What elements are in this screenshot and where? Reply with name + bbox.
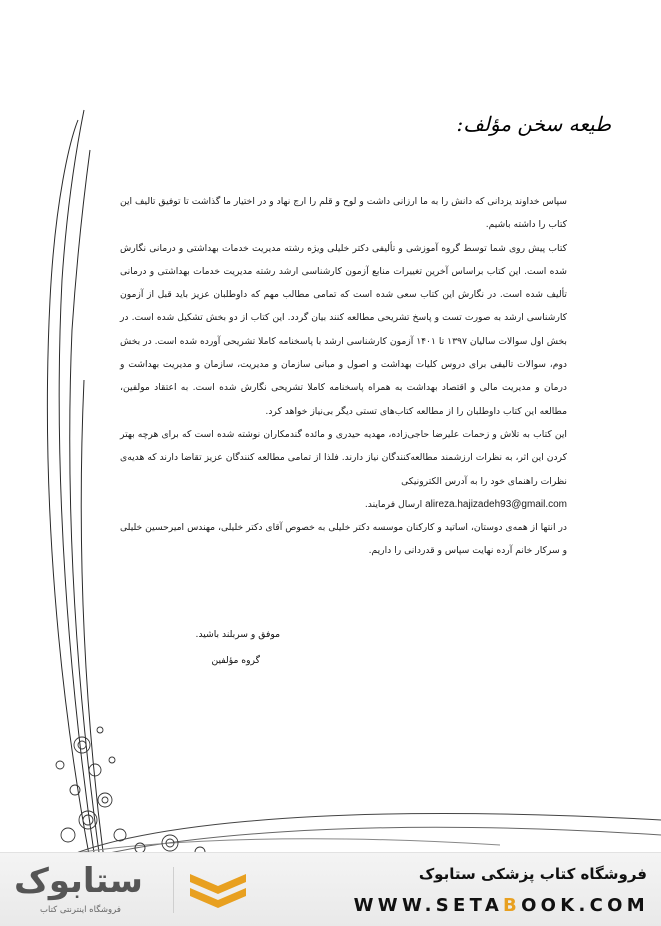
page-heading: طیعه سخن مؤلف: bbox=[456, 112, 611, 136]
site-url[interactable] bbox=[354, 895, 649, 916]
logo-subtitle: فروشگاه اینترنتی کتاب bbox=[40, 905, 121, 915]
site-url-post: OOK.COM bbox=[521, 895, 649, 916]
shop-name: فروشگاه کتاب پزشکی ستابوک bbox=[418, 865, 647, 883]
paragraph-email bbox=[120, 493, 567, 516]
preface-body bbox=[120, 190, 567, 563]
paragraph-book-description: کتاب پیش روی شما توسط گروه آموزشی و تألیفی دکتر خلیلی ویژه رشته مدیریت خدمات بهداشتی و درمانی نگارش شده است. این کتاب براساس آخرین تغییرات منابع آزمون کارشناسی ارشد رشته مدیریت خدمات بهداشتی و درمانی تألیف شده است. در نگارش این کتاب سعی شده است که تمامی مطالب مهم که داوطلبان عزیز باید قبل از آزمون کارشناسی ارشد به صورت تست و پاسخ تشریحی مطالعه کنند بیان گردد. این کتاب از دو بخش تشکیل شده است. در بخش اول سوالات سالیان ۱۳۹۷ تا ۱۴۰۱ آزمون کارشناسی ارشد با پاسخنامه کاملا تشریحی آورده شده است. در بخش دوم، سوالات تالیفی برای دروس کلیات بهداشت و اصول و مبانی سازمان و مدیریت، سازمان و مدیریت بهداشت و درمان و مدیریت مالی و اقتصاد بهداشت به همراه پاسخنامه کاملا تشریحی نگارش شده است. به اعتقاد مولفین، مطالعه این کتاب داوطلبان را از مطالعه کتاب‌های تستی دیگر بی‌نیاز خواهد کرد. bbox=[120, 242, 567, 417]
logo-wordmark: ستابوک bbox=[14, 861, 143, 901]
paragraph-authors bbox=[120, 423, 567, 493]
email-address[interactable]: alireza.hajizadeh93@gmail.com bbox=[425, 498, 567, 510]
publisher-footer bbox=[0, 852, 661, 926]
site-url-pre: WWW.SETA bbox=[353, 895, 504, 916]
site-url-highlight: B bbox=[503, 895, 522, 916]
closing-wish: موفق و سربلند باشید. bbox=[195, 629, 280, 640]
paragraph-intro: سپاس خداوند یزدانی که دانش را به ما ارزانی داشت و لوح و قلم را ارج نهاد و در اختیار ما گذاشت تا توفیق تالیف این کتاب را داشته باشیم. bbox=[120, 196, 567, 231]
paragraph-thanks: در انتها از همه‌ی دوستان، اساتید و کارکنان موسسه دکتر خلیلی به خصوص آقای دکتر خلیلی، مهندس امیرحسین خلیلی و سرکار خانم آرده نهایت سپاس و قدردانی را داریم. bbox=[120, 522, 567, 557]
setabook-logo bbox=[10, 861, 170, 921]
closing-signature bbox=[160, 622, 280, 674]
footer-divider bbox=[173, 867, 174, 913]
email-suffix: ارسال فرمایند. bbox=[364, 498, 423, 510]
closing-authors: گروه مؤلفین bbox=[211, 655, 260, 666]
chevron-logo-icon bbox=[186, 870, 250, 910]
paragraph-authors-text: این کتاب به تلاش و زحمات علیرضا حاجی‌زاده، مهدیه حیدری و مائده گندمکاران نوشته شده است که برای هرچه بهتر کردن این اثر، به نظرات ارزشمند مطالعه‌کنندگان نیاز دارند. فلذا از تمامی مطالعه کنندگان عزیز تقاضا دارند که هدیه‌ی نظرات راهنمای خود را به آدرس الکترونیکی bbox=[120, 428, 567, 487]
